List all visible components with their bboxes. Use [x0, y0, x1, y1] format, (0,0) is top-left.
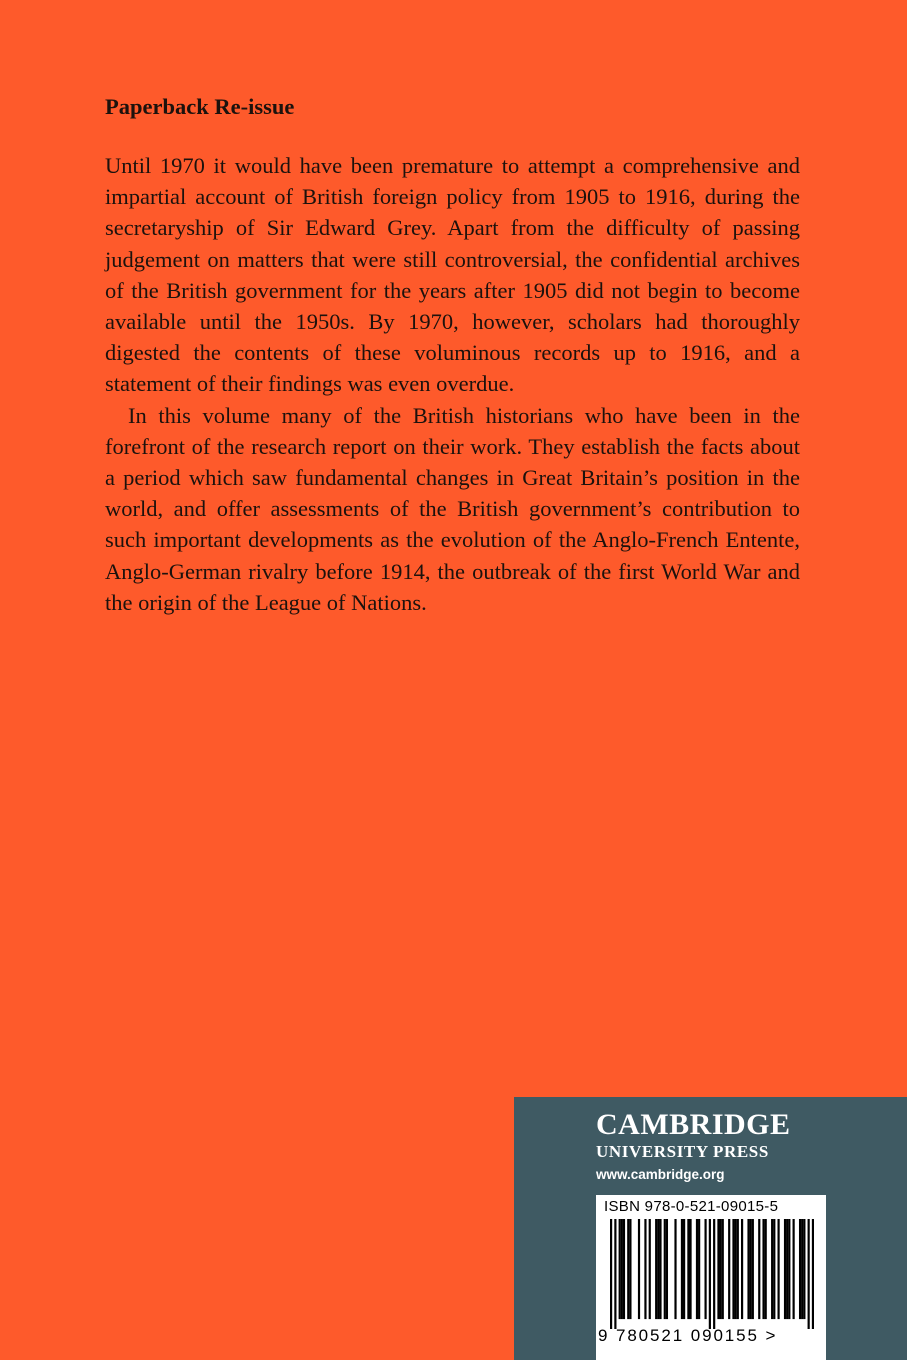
barcode-bar	[732, 1219, 734, 1319]
barcode-bar	[771, 1219, 773, 1319]
barcode-bar	[735, 1219, 737, 1319]
barcode-bar	[722, 1219, 724, 1319]
barcode-guard-bar	[610, 1219, 612, 1329]
barcode-bar	[728, 1219, 730, 1319]
blurb-paragraph-2: In this volume many of the British historians who have been in the forefront of the research report on their work. They establish the facts about a period which saw fundamental changes in Great Britain’s position in the world, and offer assessments of the British government’s contribution to such important developments as the evolution of the Anglo-French Entente, Anglo-German rivalry before 1914, the outbreak of the first World War and the origin of the League of Nations.	[105, 402, 800, 615]
barcode-bar	[644, 1219, 646, 1319]
barcode-bar	[762, 1219, 764, 1319]
barcode-bar	[659, 1219, 661, 1319]
barcode-bar	[799, 1219, 801, 1319]
barcode-bar	[698, 1219, 700, 1319]
barcode-bar	[664, 1219, 666, 1319]
barcode-bar	[752, 1219, 754, 1319]
publisher-logo-subtitle: UNIVERSITY PRESS	[596, 1142, 769, 1161]
barcode-bar	[793, 1219, 795, 1319]
barcode-guard-bar	[614, 1219, 616, 1329]
barcode-bar	[666, 1219, 668, 1319]
barcode-bar	[657, 1219, 659, 1319]
barcode-bar	[683, 1219, 685, 1319]
barcode-bar	[681, 1219, 683, 1319]
barcode-bar	[704, 1219, 706, 1319]
barcode-bar	[629, 1219, 631, 1319]
blurb-text	[105, 150, 800, 618]
barcode-bar	[803, 1219, 805, 1319]
barcode-bar	[750, 1219, 752, 1319]
barcode-guard-bar	[709, 1219, 711, 1329]
barcode-bar	[655, 1219, 657, 1319]
barcode-bar	[747, 1219, 749, 1319]
barcode-bar	[777, 1219, 779, 1319]
barcode-bar	[765, 1219, 767, 1319]
publisher-logo-name: CAMBRIDGE	[596, 1108, 791, 1141]
barcode-guard-bar	[812, 1219, 814, 1329]
barcode-bar	[619, 1219, 621, 1319]
barcode-bar	[786, 1219, 788, 1319]
barcode-bar	[737, 1219, 739, 1319]
barcode-bar	[784, 1219, 786, 1319]
barcode-bar	[758, 1219, 760, 1319]
barcode-bar	[720, 1219, 722, 1319]
barcode-bar	[717, 1219, 719, 1319]
barcode-bar	[627, 1219, 629, 1319]
isbn-barcode	[596, 1195, 826, 1360]
barcode-bar	[773, 1219, 775, 1319]
barcode-bar	[649, 1219, 651, 1319]
barcode-bar	[801, 1219, 803, 1319]
barcode-digits: 9 780521 090155 >	[598, 1326, 778, 1345]
barcode-bar	[621, 1219, 623, 1319]
barcode-bar	[696, 1219, 698, 1319]
barcode-bar	[638, 1219, 640, 1319]
barcode-guard-bar	[713, 1219, 715, 1329]
barcode-bars	[610, 1219, 814, 1329]
barcode-bar	[788, 1219, 790, 1319]
barcode-bar	[741, 1219, 743, 1319]
barcode-guard-bar	[808, 1219, 810, 1329]
blurb-paragraph-1: Until 1970 it would have been premature to attempt a comprehensive and impartial account of British foreign policy from 1905 to 1916, during the secretaryship of Sir Edward Grey. Apart from the difficulty of passing judgement on matters that were still controversial, the confidential archives of the British government for the years after 1905 did not begin to become available until the 1950s. By 1970, however, scholars had thoroughly digested the contents of these voluminous records up to 1916, and a statement of their findings was even overdue.	[105, 153, 800, 397]
barcode-bar	[674, 1219, 676, 1319]
isbn-label: ISBN 978-0-521-09015-5	[604, 1198, 779, 1215]
barcode-bar	[687, 1219, 689, 1319]
publisher-url: www.cambridge.org	[596, 1167, 725, 1182]
barcode-bar	[689, 1219, 691, 1319]
reissue-heading: Paperback Re-issue	[105, 94, 295, 119]
barcode-bar	[623, 1219, 625, 1319]
publisher-panel	[514, 1097, 907, 1360]
